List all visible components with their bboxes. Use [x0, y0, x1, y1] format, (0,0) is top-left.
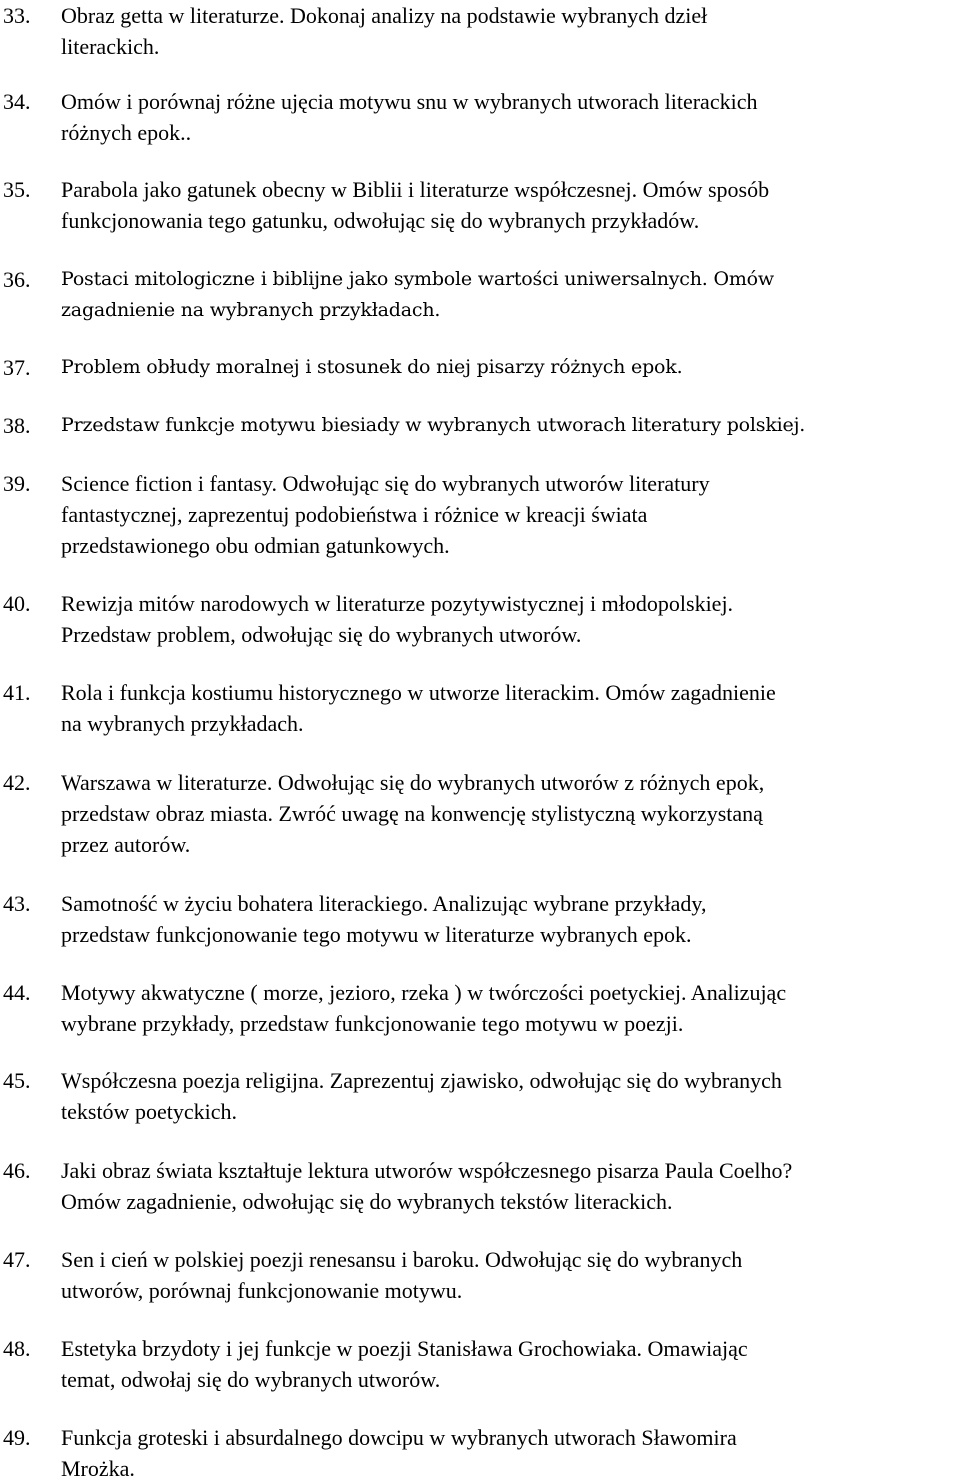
item-text-line: funkcjonowania tego gatunku, odwołując się do wybranych przykładów. — [61, 208, 700, 233]
item-text-line: fantastycznej, zaprezentuj podobieństwa i różnice w kreacji świata — [61, 502, 648, 527]
item-text — [61, 1333, 958, 1395]
item-text-line: Funkcja groteski i absurdalnego dowcipu w wybranych utworach Sławomira — [61, 1425, 737, 1450]
item-text — [61, 410, 958, 441]
item-number: 40. — [3, 591, 31, 616]
item-text-line: Przedstaw funkcje motywu biesiady w wybranych utworach literatury polskiej. — [61, 414, 806, 436]
item-text — [61, 1244, 958, 1306]
item-text-line: przedstawionego obu odmian gatunkowych. — [61, 533, 450, 558]
item-number: 49. — [3, 1425, 31, 1450]
item-text-line: Parabola jako gatunek obecny w Biblii i literaturze współczesnej. Omów sposób — [61, 177, 770, 202]
item-text-line: utworów, porównaj funkcjonowanie motywu. — [61, 1278, 463, 1303]
item-number: 45. — [3, 1068, 31, 1093]
item-text-line: Współczesna poezja religijna. Zaprezentuj zjawisko, odwołując się do wybranych — [61, 1068, 782, 1093]
item-number: 44. — [3, 980, 31, 1005]
item-number: 35. — [3, 177, 31, 202]
item-number: 48. — [3, 1336, 31, 1361]
item-text-line: przez autorów. — [61, 832, 191, 857]
item-text-line: Obraz getta w literaturze. Dokonaj analizy na podstawie wybranych dzieł — [61, 3, 708, 28]
item-text-line: Science fiction i fantasy. Odwołując się do wybranych utworów literatury — [61, 471, 710, 496]
item-text-line: na wybranych przykładach. — [61, 711, 304, 736]
item-text — [61, 767, 958, 860]
item-text — [61, 86, 958, 148]
item-text-line: tekstów poetyckich. — [61, 1099, 237, 1124]
item-text — [61, 1422, 958, 1484]
item-text — [61, 977, 958, 1039]
item-text-line: Postaci mitologiczne i biblijne jako symbole wartości uniwersalnych. Omów — [61, 268, 774, 290]
item-text — [61, 468, 958, 561]
item-text-line: Przedstaw problem, odwołując się do wybranych utworów. — [61, 622, 582, 647]
item-number: 42. — [3, 770, 31, 795]
item-text-line: wybrane przykłady, przedstaw funkcjonowanie tego motywu w poezji. — [61, 1011, 684, 1036]
item-number: 39. — [3, 471, 31, 496]
item-text — [61, 1155, 958, 1217]
item-text — [61, 0, 958, 62]
item-text-line: Rola i funkcja kostiumu historycznego w utworze literackim. Omów zagadnienie — [61, 680, 776, 705]
item-number: 37. — [3, 355, 31, 380]
item-text — [61, 588, 958, 650]
item-text-line: Rewizja mitów narodowych w literaturze pozytywistycznej i młodopolskiej. — [61, 591, 734, 616]
item-number: 46. — [3, 1158, 31, 1183]
item-text-line: różnych epok.. — [61, 120, 192, 145]
item-number: 43. — [3, 891, 31, 916]
item-number: 41. — [3, 680, 31, 705]
item-text — [61, 677, 958, 739]
item-text-line: Omów i porównaj różne ujęcia motywu snu w wybranych utworach literackich — [61, 89, 758, 114]
item-number: 34. — [3, 89, 31, 114]
item-number: 47. — [3, 1247, 31, 1272]
item-text — [61, 174, 958, 236]
item-text-line: literackich. — [61, 34, 160, 59]
item-text — [61, 1065, 958, 1127]
item-text-line: Samotność w życiu bohatera literackiego. Analizując wybrane przykłady, — [61, 891, 707, 916]
item-text — [61, 352, 958, 383]
item-number: 36. — [3, 267, 31, 292]
item-number: 33. — [3, 3, 31, 28]
item-text-line: Jaki obraz świata kształtuje lektura utworów współczesnego pisarza Paula Coelho? — [61, 1158, 793, 1183]
item-text-line: Estetyka brzydoty i jej funkcje w poezji Stanisława Grochowiaka. Omawiając — [61, 1336, 748, 1361]
item-text — [61, 888, 958, 950]
item-text-line: Motywy akwatyczne ( morze, jezioro, rzeka ) w twórczości poetyckiej. Analizując — [61, 980, 787, 1005]
item-text-line: Mrożka. — [61, 1456, 135, 1481]
item-text-line: zagadnienie na wybranych przykładach. — [61, 299, 441, 321]
item-text-line: Warszawa w literaturze. Odwołując się do wybranych utworów z różnych epok, — [61, 770, 765, 795]
item-text-line: Sen i cień w polskiej poezji renesansu i baroku. Odwołując się do wybranych — [61, 1247, 743, 1272]
item-text-line: przedstaw funkcjonowanie tego motywu w literaturze wybranych epok. — [61, 922, 692, 947]
item-text — [61, 264, 958, 326]
item-text-line: Problem obłudy moralnej i stosunek do niej pisarzy różnych epok. — [61, 356, 683, 378]
item-number: 38. — [3, 413, 31, 438]
item-text-line: przedstaw obraz miasta. Zwróć uwagę na konwencję stylistyczną wykorzystaną — [61, 801, 763, 826]
item-text-line: Omów zagadnienie, odwołując się do wybranych tekstów literackich. — [61, 1189, 673, 1214]
item-text-line: temat, odwołaj się do wybranych utworów. — [61, 1367, 441, 1392]
